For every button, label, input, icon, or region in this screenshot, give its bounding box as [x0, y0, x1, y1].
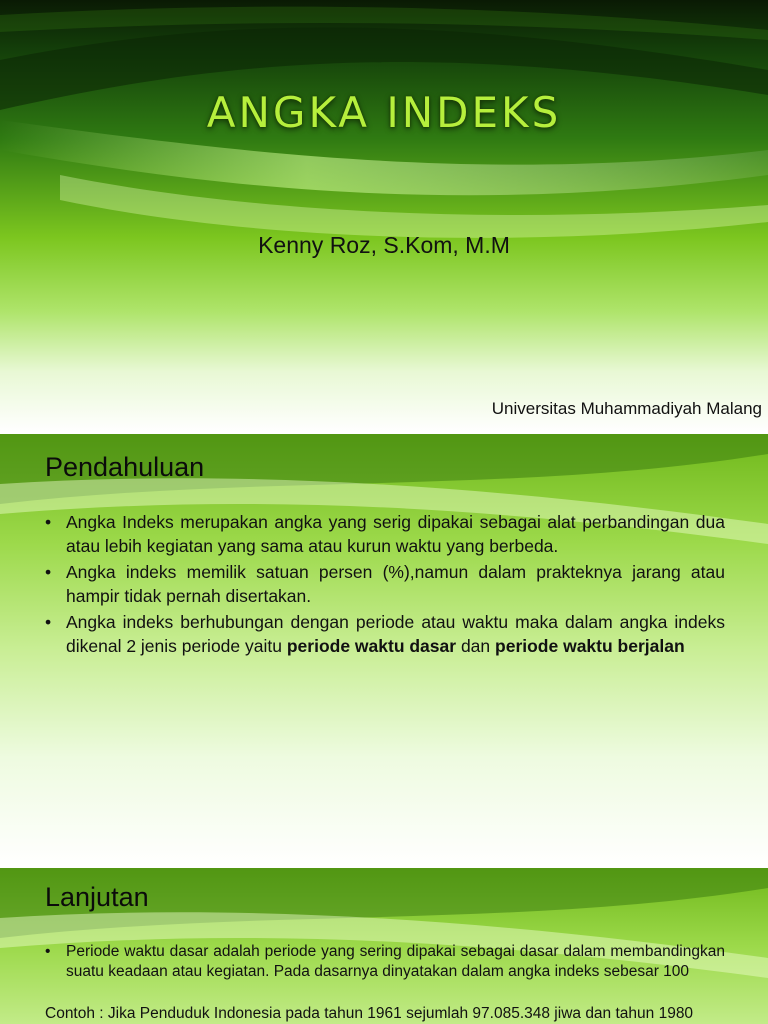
example-text: Contoh : Jika Penduduk Indonesia pada tahun 1961 sejumlah 97.085.348 jiwa dan tahun 1980 [45, 1005, 694, 1022]
title-slide [0, 0, 768, 432]
title-slide-background [0, 0, 768, 432]
slide-heading: Pendahuluan [45, 452, 205, 482]
slide-pendahuluan [0, 434, 768, 866]
list-item: • Periode waktu dasar adalah periode yang sering dipakai sebagai dasar dalam membandingkan suatu keadaan atau kegiatan. Pada dasarnya dinyatakan dalam angka indeks sebesar 100 [45, 942, 725, 981]
presentation-title: ANGKA INDEKS [206, 88, 562, 137]
institution-name: Universitas Muhammadiyah Malang [491, 399, 762, 418]
slide-heading: Lanjutan [45, 882, 149, 912]
bold-term: periode waktu dasar [286, 635, 457, 656]
bold-term: periode waktu berjalan [495, 635, 685, 656]
author-name: Kenny Roz, S.Kom, M.M [258, 232, 510, 258]
list-item: • Angka indeks memilik satuan persen (%),namun dalam prakteknya jarang atau hampir tidak pernah disertakan. [45, 561, 725, 608]
list-item: • Angka indeks berhubungan dengan periode atau waktu maka dalam angka indeks dikenal 2 jenis periode yaitu periode waktu dasar dan periode waktu berjalan [45, 611, 725, 658]
slide-lanjutan [0, 868, 768, 1024]
list-item: • Angka Indeks merupakan angka yang serig dipakai sebagai alat perbandingan dua atau lebih kegiatan yang sama atau kurun waktu yang berbeda. [45, 511, 725, 558]
bullet-list [45, 511, 725, 661]
bullet-list [45, 942, 725, 984]
